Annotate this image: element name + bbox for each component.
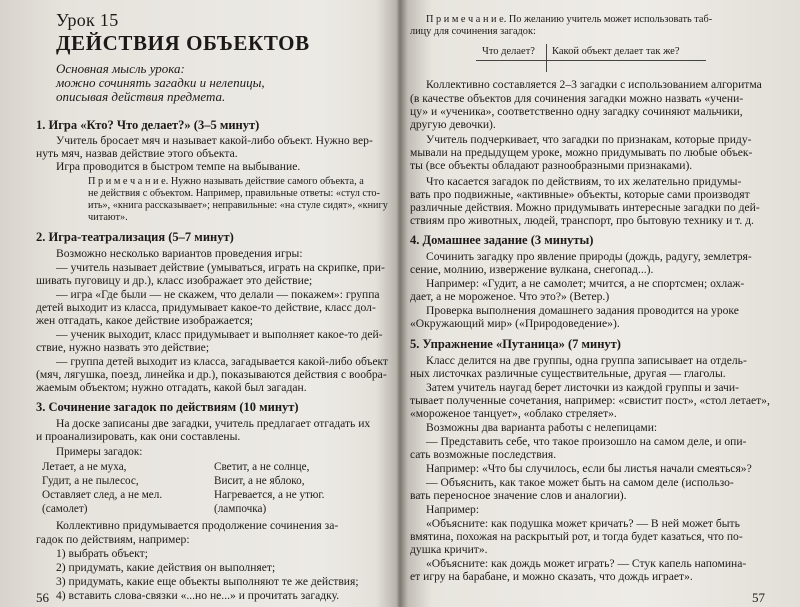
text-line: шивать пуговицу и др.), класс изображает это действие;: [36, 274, 313, 287]
text-line: вать про подвижные, «активные» объекты, которые сами производят: [410, 188, 750, 201]
text-line: ты (все объекты обладают разнообразными признаками).: [410, 159, 693, 172]
text-line: Класс делится на две группы, одна группа записывает на отдель-: [426, 354, 747, 367]
text-line: Учитель подчеркивает, что загадки по признакам, которые приду-: [426, 133, 752, 146]
riddle-line: Светит, а не солнце,: [214, 461, 310, 473]
table-header: Что делает?: [482, 46, 535, 57]
examples-label: Примеры загадок:: [56, 446, 143, 458]
text-line: детей выходит из класса, придумывает какое-то действие, класс дол-: [36, 301, 376, 314]
text-line: цу» и «ученика», соответственно одну загадку сочиняют мальчики,: [410, 105, 743, 118]
text-line: Затем учитель наугад берет листочки из каждой группы и зачи-: [426, 381, 739, 394]
text-line: — Объяснить, как такое может быть на самом деле (использо-: [426, 476, 734, 489]
riddle-answer: (лампочка): [214, 503, 267, 515]
text-line: вать переносное значение слов и аналогии).: [410, 489, 627, 502]
section-heading: 4. Домашнее задание (3 минуты): [410, 233, 594, 247]
text-line: Игра проводится в быстром темпе на выбывание.: [56, 160, 301, 173]
text-line: жаемым объектом; нужно отгадать, какой был загадан.: [36, 381, 307, 394]
table-rule: [476, 60, 706, 61]
section-heading: 1. Игра «Кто? Что делает?» (3–5 минут): [36, 118, 260, 132]
section-heading: 2. Игра-театрализация (5–7 минут): [36, 230, 234, 244]
riddle-line: Нагревается, а не утюг.: [214, 489, 325, 501]
text-line: Коллективно составляется 2–3 загадки с использованием алгоритма: [426, 78, 762, 91]
text-line: вмятина, похожая на раскрытый рот, и тогда будет казаться, что по-: [410, 530, 743, 543]
riddle-line: Гудит, а не пылесос,: [42, 475, 139, 487]
page-number-right: 57: [752, 590, 765, 605]
note-line: не действия с объектом. Например, правильные ответы: «стул сто-: [88, 188, 380, 199]
list-item: 4) вставить слова-связки «...но не...» и прочитать загадку.: [56, 589, 340, 602]
text-line: ствиям про животных, людей, транспорт, про бытовую технику и т. д.: [410, 214, 754, 227]
lesson-number: Урок 15: [56, 10, 119, 30]
text-line: душка кричит».: [410, 543, 488, 556]
section-heading: 3. Сочинение загадок по действиям (10 минут): [36, 400, 299, 414]
text-line: дает, а не мороженое. Что это?» (Ветер.): [410, 290, 610, 303]
text-line: Учитель бросает мяч и называет какой-либо объект. Нужно вер-: [56, 134, 373, 147]
main-thought-line: Основная мысль урока:: [56, 61, 185, 76]
text-line: Коллективно придумывается продолжение сочинения за-: [56, 519, 339, 532]
text-line: Сочинить загадку про явление природы (дождь, радугу, землетря-: [426, 250, 752, 263]
text-line: На доске записаны две загадки, учитель предлагает отгадать их: [56, 417, 371, 430]
text-line: тывает полученные сочетания, например: «свистит пост», «стол летает»,: [410, 394, 770, 407]
text-line: «Объясните: как дождь может играть? — Стук капель напомина-: [426, 557, 747, 570]
text-line: — Представить себе, что такое произошло на самом деле, и опи-: [426, 435, 747, 448]
list-item: 3) придумать, какие еще объекты выполняют те же действия;: [56, 575, 359, 588]
text-line: и проанализировать, как они составлены.: [36, 430, 241, 443]
text-line: мывали на предыдущем уроке, можно придумывать по любые объек-: [410, 146, 753, 159]
text-line: — группа детей выходит из класса, загадывается какой-либо объект: [56, 355, 388, 368]
text-line: гадок по действиям, например:: [36, 533, 190, 546]
note-line: П р и м е ч а н и е. Нужно называть действие самого объекта, а: [88, 176, 364, 187]
lesson-title: ДЕЙСТВИЯ ОБЪЕКТОВ: [56, 31, 310, 55]
note-line: ить», «книга рассказывает»; неправильные: «на стуле сидят», «книгу: [88, 200, 388, 211]
note-line: П р и м е ч а н и е. По желанию учитель может использовать таб-: [426, 14, 713, 25]
section-heading: 5. Упражнение «Путаница» (7 минут): [410, 337, 621, 351]
note-line: лицу для сочинения загадок:: [410, 26, 536, 37]
list-item: 1) выбрать объект;: [56, 547, 148, 560]
list-item: 2) придумать, какие действия он выполняет;: [56, 561, 276, 574]
table-header: Какой объект делает так же?: [552, 46, 680, 57]
riddle-line: Оставляет след, а не мел.: [42, 489, 163, 501]
text-line: «Объясните: как подушка может кричать? — В ней может быть: [426, 517, 740, 530]
riddle-line: Летает, а не муха,: [42, 461, 127, 473]
text-line: — учитель называет действие (умываться, играть на скрипке, при-: [56, 261, 385, 274]
right-page: [404, 0, 800, 607]
text-line: «Окружающий мир» («Природоведение»).: [410, 317, 620, 330]
text-line: Что касается загадок по действиям, то их желательно придумы-: [426, 175, 742, 188]
main-thought-line: можно сочинять загадки и нелепицы,: [56, 75, 265, 90]
page-number-left: 56: [36, 590, 49, 605]
text-line: ет игру на барабане, и можно сказать, что дождь играет».: [410, 570, 693, 583]
text-line: Возможны два варианта работы с нелепицами:: [426, 421, 658, 434]
text-line: «мороженое танцует», «облако стреляет».: [410, 407, 617, 420]
riddle-line: Висит, а не яблоко,: [214, 475, 305, 487]
text-line: (в качестве объектов для сочинения загадки можно назвать «учени-: [410, 92, 744, 105]
note-line: читают».: [88, 212, 128, 223]
text-line: — ученик выходит, класс придумывает и выполняет какое-то дей-: [56, 328, 383, 341]
main-thought-line: описывая действия предмета.: [56, 89, 226, 104]
text-line: различные действия. Можно придумывать интересные загадки по дей-: [410, 201, 760, 214]
text-line: сать возможные последствия.: [410, 448, 557, 461]
text-line: — игра «Где были — не скажем, что делали — покажем»: группа: [56, 288, 380, 301]
text-line: нуть мяч, назвав действие этого объекта.: [36, 147, 238, 160]
text-line: жен отгадать, какое действие изображается;: [36, 314, 253, 327]
text-line: Проверка выполнения домашнего задания проводится на уроке: [426, 304, 739, 317]
text-line: Например:: [426, 503, 480, 516]
text-line: Возможно несколько вариантов проведения игры:: [56, 247, 303, 260]
text-line: сение, молнию, извержение вулкана, снегопад...).: [410, 263, 654, 276]
text-line: Например: «Гудит, а не самолет; мчится, а не спортсмен; охлаж-: [426, 277, 745, 290]
text-line: Например: «Что бы случилось, если бы листья начали смеяться»?: [426, 462, 752, 475]
riddle-answer: (самолет): [42, 503, 88, 515]
left-page: [0, 0, 392, 607]
text-line: ных листочках различные существительные, другая — глаголы.: [410, 367, 726, 380]
table-divider: [546, 44, 547, 72]
text-line: (мяч, лягушка, поезд, линейка и др.), показываются действия с вообра-: [36, 368, 387, 381]
text-line: ствие, нужно назвать это действие;: [36, 341, 210, 354]
text-line: другую девочки).: [410, 118, 496, 131]
main-thought: [56, 62, 386, 104]
